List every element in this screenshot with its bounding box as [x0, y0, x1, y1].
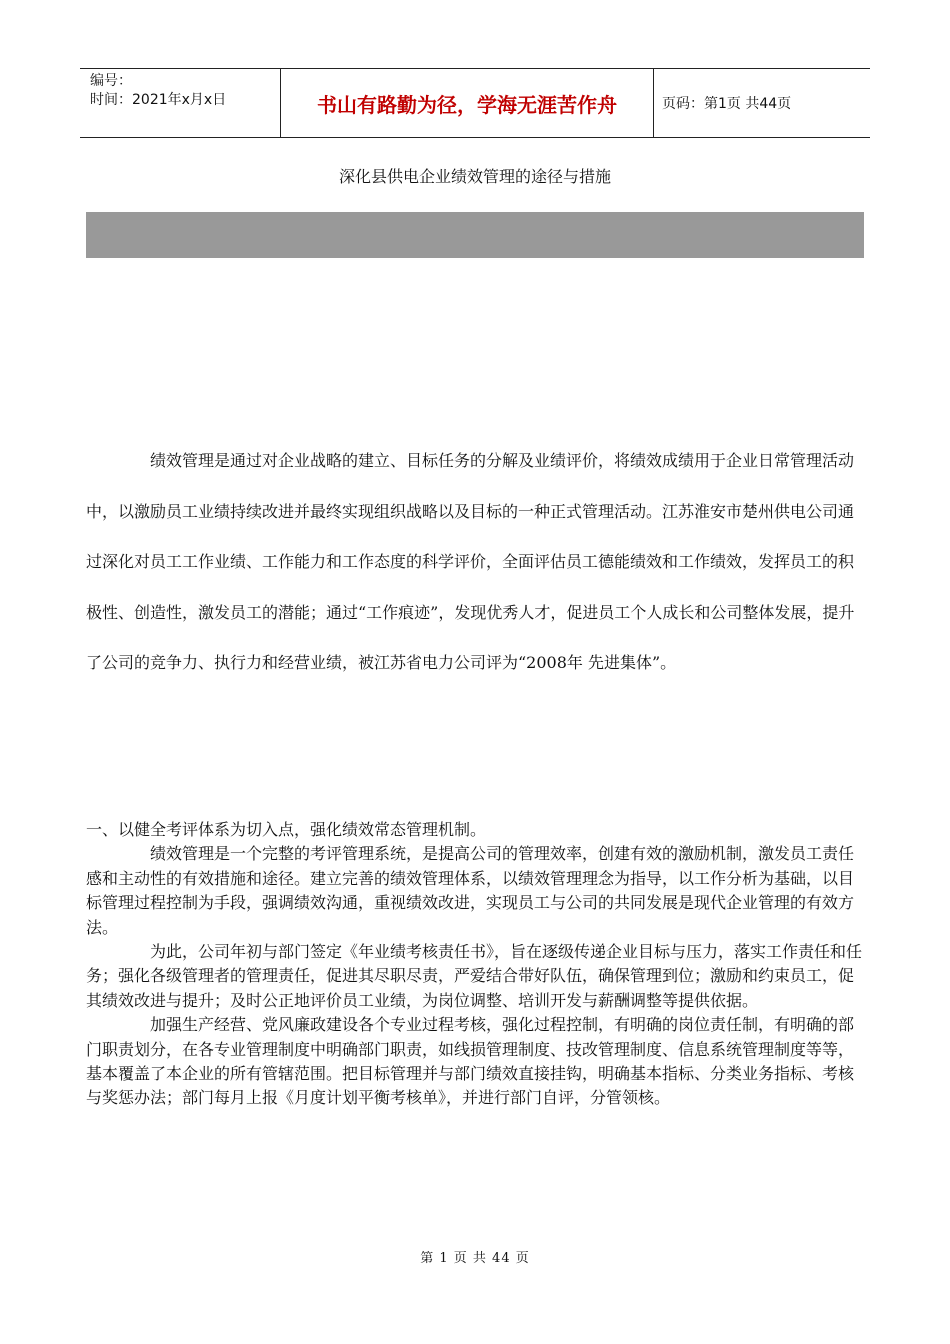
number-label: 编号：	[90, 73, 132, 89]
body-section	[86, 818, 866, 1111]
page-footer: 第 1 页 共 44 页	[420, 1251, 530, 1266]
intro-text: 绩效管理是通过对企业战略的建立、目标任务的分解及业绩评价，将绩效成绩用于企业日常管理活动中，以激励员工业绩持续改进并最终实现组织战略以及目标的一种正式管理活动。江苏淮安市楚州供电公司通过深化对员工工作业绩、工作能力和工作态度的科学评价，全面评估员工德能绩效和工作绩效，发挥员工的积极性、创造性，激发员工的潜能；通过“工作痕迹”，发现优秀人才，促进员工个人成长和公司整体发展，提升了公司的竞争力、执行力和经营业绩，被江苏省电力公司评为“2008年 先进集体”。	[86, 451, 855, 672]
body-paragraph: 为此，公司年初与部门签定《年业绩考核责任书》，旨在逐级传递企业目标与压力，落实工作责任和任务；强化各级管理者的管理责任，促进其尽职尽责，严爱结合带好队伍，确保管理到位；激励和约束员工，促其绩效改进与提升；及时公正地评价员工业绩，为岗位调整、培训开发与薪酬调整等提供依据。	[86, 942, 863, 1010]
time-label: 时间：2021年x月x日	[90, 92, 227, 108]
header-meta	[80, 69, 281, 137]
section-heading: 一、以健全考评体系为切入点，强化绩效常态管理机制。	[86, 820, 487, 839]
body-paragraph: 加强生产经营、党风廉政建设各个专业过程考核，强化过程控制，有明确的岗位责任制，有明确的部门职责划分，在各专业管理制度中明确部门职责，如线损管理制度、技改管理制度、信息系统管理制度等等，基本覆盖了本企业的所有管辖范围。把目标管理并与部门绩效直接挂钩，明确基本指标、分类业务指标、考核与奖惩办法；部门每月上报《月度计划平衡考核单》，并进行部门自评，分管领核。	[86, 1015, 855, 1108]
intro-paragraph	[86, 436, 866, 689]
header-page-info: 页码：第1页 共44页	[662, 96, 792, 112]
body-paragraph: 绩效管理是一个完整的考评管理系统，是提高公司的管理效率，创建有效的激励机制，激发员工责任感和主动性的有效措施和途径。建立完善的绩效管理体系，以绩效管理理念为指导，以工作分析为基础，以目标管理过程控制为手段，强调绩效沟通，重视绩效改进，实现员工与公司的共同发展是现代企业管理的有效方法。	[86, 844, 855, 937]
document-title: 深化县供电企业绩效管理的途径与措施	[338, 167, 611, 186]
gray-banner	[86, 212, 864, 258]
header-motto: 书山有路勤为径，学海无涯苦作舟	[281, 69, 654, 137]
page-header	[80, 68, 870, 138]
